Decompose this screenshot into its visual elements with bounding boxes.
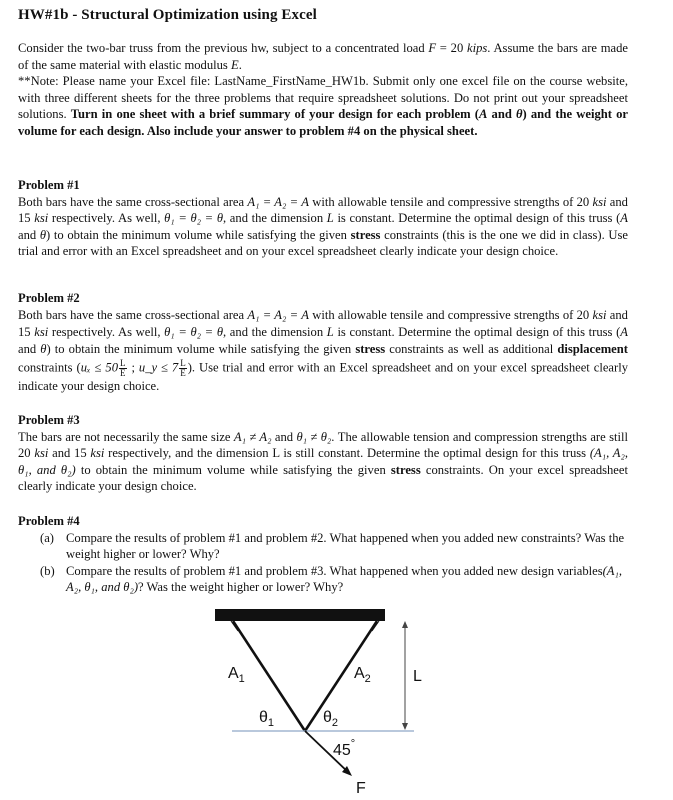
p1-text: is constant. Determine the optimal design of this truss ( bbox=[333, 211, 621, 226]
p3-text: and 15 bbox=[48, 446, 91, 461]
p2-text: ) to obtain the minimum volume while satisfying the given bbox=[46, 342, 356, 357]
p2-text: , and the dimension bbox=[223, 325, 327, 339]
label-f: F bbox=[356, 780, 366, 797]
load-symbol: F bbox=[428, 41, 437, 55]
p2-var: A bbox=[620, 325, 628, 339]
p1-text: respectively. As well, bbox=[48, 211, 165, 226]
p2-displacement: displacement bbox=[557, 342, 628, 357]
p1-dim: L bbox=[326, 211, 334, 226]
p1-text: , and the dimension bbox=[223, 211, 327, 226]
p3-text: constraints. On your excel spreadsheet clearly indicate your design choice. bbox=[18, 462, 628, 494]
label-a1: $A_1$ bbox=[228, 665, 245, 685]
p1-area-eq: A₁ = A₂ = A bbox=[247, 194, 309, 209]
p2-text: ). Use trial and error with an Excel spreadsheet and on your excel spreadsheet clearly indicate your design choice. bbox=[18, 360, 629, 393]
p2-dim: L bbox=[326, 325, 334, 339]
p3-vars: (A₁, A₂, θ₁, and θ₂) bbox=[18, 446, 628, 477]
p3-text: The bars are not necessarily the same size bbox=[18, 429, 234, 444]
label-theta1: $\theta_1$ bbox=[259, 709, 275, 729]
p2-var: θ bbox=[40, 342, 47, 357]
intro-text: . Assume the bars are made of the same material with elastic modulus bbox=[18, 41, 628, 72]
p3-unit: ksi bbox=[34, 446, 49, 461]
p2-theta-eq: θ₁ = θ₂ = θ bbox=[164, 325, 224, 339]
p1-stress: stress bbox=[350, 227, 381, 242]
page-title: HW#1b - Structural Optimization using Excel bbox=[18, 7, 317, 23]
p1-text: ) to obtain the minimum volume while satisfying the given bbox=[46, 227, 351, 242]
p1-unit: ksi bbox=[592, 194, 607, 209]
note-bold: Turn in one sheet with a brief summary of your design for each problem ( bbox=[70, 107, 479, 122]
p1-unit: ksi bbox=[34, 211, 49, 226]
note-text: **Note: Please name your Excel file: LastName_FirstName_HW1b. Submit only one excel file on the course website, with three different sheets for the three problems that require spreadsheet solutions. Do not print out your spreadsheet solutions. bbox=[18, 74, 628, 122]
p2-text: constraints ( bbox=[18, 360, 81, 375]
p2-text: respectively. As well, bbox=[48, 325, 165, 339]
p2-unit: ksi bbox=[34, 325, 49, 339]
label-l: L bbox=[413, 668, 422, 685]
p3-text: respectively, and the dimension L is still constant. Determine the optimal design for this truss bbox=[104, 446, 590, 461]
p1-theta-eq: θ₁ = θ₂ = θ bbox=[164, 211, 224, 226]
list-item-text: ? Was the weight higher or lower? Why? bbox=[138, 580, 344, 595]
p1-text: with allowable tensile and compressive strengths of 20 bbox=[308, 194, 593, 209]
p3-text: . The allowable tension and compression strengths are still 20 bbox=[18, 429, 628, 461]
note-bold-var: A bbox=[478, 107, 488, 122]
p3-text: to obtain the minimum volume while satisfying the given bbox=[75, 462, 391, 477]
note-bold-var: θ bbox=[515, 107, 523, 122]
modulus-symbol: E bbox=[231, 57, 239, 72]
dimension-arrow-bottom bbox=[402, 723, 408, 730]
list-item-label: (b) bbox=[40, 563, 55, 578]
p2-ux-constraint: uₓ ≤ 50 bbox=[80, 360, 119, 375]
p2-uy-constraint: u_y ≤ 7 bbox=[138, 360, 179, 375]
label-a2: $A_2$ bbox=[354, 665, 371, 685]
p2-text: and 15 bbox=[18, 307, 628, 339]
p3-stress: stress bbox=[390, 462, 421, 477]
p3-theta-neq: θ₁ ≠ θ₂ bbox=[296, 429, 332, 444]
load-value: = 20 bbox=[436, 41, 467, 55]
p3-text: and bbox=[271, 429, 297, 444]
intro-text: Consider the two-bar truss from the previous hw, subject to a concentrated load bbox=[18, 41, 429, 55]
p2-text: Both bars have the same cross-sectional area bbox=[18, 307, 248, 322]
note-bold: ) and the weight or volume for each design. Also include your answer to problem #4 on the physical sheet. bbox=[18, 107, 628, 138]
fraction-numerator: L bbox=[120, 357, 126, 368]
p1-text: and bbox=[18, 227, 40, 242]
p1-text: Both bars have the same cross-sectional area bbox=[18, 194, 248, 209]
p2-text: with allowable tensile and compressive strengths of 20 bbox=[308, 307, 593, 322]
fraction-numerator: L bbox=[180, 357, 186, 368]
p2-stress: stress bbox=[355, 342, 386, 357]
dimension-arrow-top bbox=[402, 621, 408, 628]
note-bold: and bbox=[487, 107, 516, 122]
list-item-label: (a) bbox=[40, 530, 54, 545]
truss-support bbox=[215, 609, 385, 621]
list-item-text: Compare the results of problem #1 and problem #3. What happened when you added new design variables bbox=[66, 563, 603, 578]
p1-text: constraints (this is the one we did in class). Use trial and error with an Excel spreadsheet and on your excel spreadsheet clearly indicate your design choice. bbox=[18, 227, 628, 259]
p1-var: θ bbox=[39, 227, 47, 242]
p2-text: constraints as well as additional bbox=[385, 342, 558, 357]
label-theta2: $\theta_2$ bbox=[323, 709, 339, 729]
fraction-denominator: E bbox=[120, 367, 126, 378]
intro-text: . bbox=[238, 57, 242, 72]
p1-var: A bbox=[620, 211, 628, 226]
load-unit: kips bbox=[466, 41, 488, 55]
p2-text: is constant. Determine the optimal design of this truss ( bbox=[333, 325, 621, 339]
p3-area-neq: A₁ ≠ A₂ bbox=[233, 429, 272, 444]
p2-text: and bbox=[18, 342, 41, 357]
p2-unit: ksi bbox=[592, 307, 607, 322]
list-item-vars: (A₁, A₂, θ₁, and θ₂) bbox=[66, 563, 623, 595]
problem-4-heading: Problem #4 bbox=[18, 514, 80, 528]
p2-area-eq: A₁ = A₂ = A bbox=[247, 307, 309, 322]
p3-unit: ksi bbox=[90, 446, 105, 461]
p2-text: ; bbox=[127, 360, 139, 375]
fraction-denominator: E bbox=[180, 367, 186, 378]
p1-text: and 15 bbox=[18, 194, 628, 226]
list-item-text: Compare the results of problem #1 and problem #2. What happened when you added new constraints? Was the weight higher or lower? Why? bbox=[66, 530, 625, 562]
problem-1-heading: Problem #1 bbox=[18, 178, 80, 192]
problem-2-heading: Problem #2 bbox=[18, 291, 80, 305]
label-45: 45° bbox=[333, 738, 356, 759]
problem-3-heading: Problem #3 bbox=[18, 413, 80, 427]
